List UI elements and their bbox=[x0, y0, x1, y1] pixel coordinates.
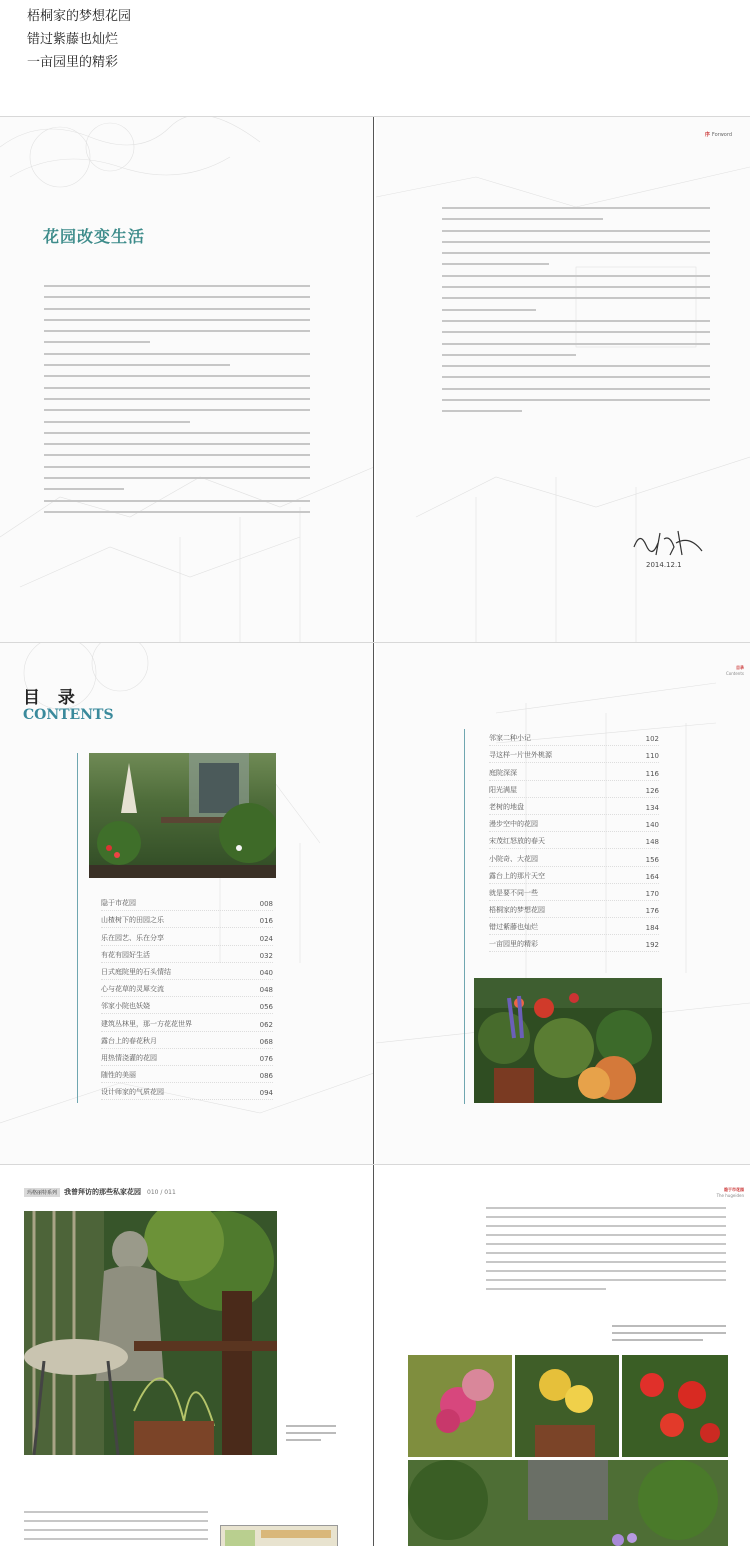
toc-item[interactable]: 一亩园里的精彩 192 bbox=[489, 935, 659, 952]
contents-title-en: CONTENTS bbox=[23, 707, 114, 723]
garden-overview-photo bbox=[408, 1460, 728, 1546]
toc-item[interactable]: 乐在园艺、乐在分享 024 bbox=[101, 928, 273, 945]
toc-item[interactable]: 露台上的春花秋月 068 bbox=[101, 1032, 273, 1049]
contents-left-page bbox=[0, 643, 374, 1164]
page-header: 序 Forword bbox=[704, 132, 732, 138]
toc-item[interactable]: 露台上的那片天空 164 bbox=[489, 867, 659, 884]
toc-item[interactable]: 老树的地盘 134 bbox=[489, 798, 659, 815]
flowers-photo bbox=[474, 978, 662, 1103]
foreword-date: 2014.12.1 bbox=[646, 561, 682, 569]
chapter-corner-tag: 隐于市花园 The hugeiden bbox=[716, 1187, 744, 1198]
foreword-body-left bbox=[44, 285, 310, 522]
toc-right-list bbox=[489, 729, 659, 952]
contents-corner-tag: 目录 Contents bbox=[726, 665, 744, 676]
toc-item[interactable]: 漫步空中的花园 140 bbox=[489, 815, 659, 832]
yellow-flower-photo bbox=[515, 1355, 619, 1457]
toc-item[interactable]: 用热情浇灌的花园 076 bbox=[101, 1049, 273, 1066]
chapter-left-page bbox=[0, 1165, 374, 1546]
toc-item[interactable]: 梧桐家的梦想花园 176 bbox=[489, 901, 659, 918]
photo-caption-right bbox=[612, 1325, 726, 1346]
toc-item[interactable]: 庭院深深 116 bbox=[489, 763, 659, 780]
toc-left-list bbox=[101, 894, 273, 1100]
toc-item[interactable]: 隐于市花园 008 bbox=[101, 894, 273, 911]
chapter-right-page bbox=[376, 1165, 750, 1546]
intro-line-2: 错过紫藤也灿烂 bbox=[27, 32, 119, 47]
toc-item[interactable]: 就是要不同一些 170 bbox=[489, 884, 659, 901]
toc-item[interactable]: 邻家小院也妖娆 056 bbox=[101, 997, 273, 1014]
intro-line-3: 一亩园里的精彩 bbox=[27, 55, 119, 70]
toc-item[interactable]: 阳光满屋 126 bbox=[489, 781, 659, 798]
garden-photo bbox=[89, 753, 276, 878]
intro-line-1: 梧桐家的梦想花园 bbox=[27, 9, 132, 24]
red-flower-photo bbox=[622, 1355, 728, 1457]
chapter-body-right bbox=[486, 1207, 726, 1297]
garden-plan-diagram bbox=[220, 1525, 338, 1546]
foreword-spread bbox=[0, 116, 750, 642]
foreword-left-page bbox=[0, 117, 374, 642]
toc-item[interactable]: 错过紫藤也灿烂 184 bbox=[489, 918, 659, 935]
toc-item[interactable]: 日式庭院里的石头情结 040 bbox=[101, 963, 273, 980]
toc-item[interactable]: 建筑丛林里，那一方花花世界 062 bbox=[101, 1014, 273, 1031]
buddha-statue-photo bbox=[24, 1211, 277, 1455]
toc-item[interactable]: 设计师家的气质花园 094 bbox=[101, 1083, 273, 1100]
divider-right bbox=[464, 729, 465, 1104]
foreword-title: 花园改变生活 bbox=[43, 227, 146, 246]
contents-title-cn: 目 录 bbox=[23, 688, 81, 708]
toc-item[interactable]: 宋茂红怒放的春天 148 bbox=[489, 832, 659, 849]
running-header: 玛格丽特系列 我曾拜访的那些私家花园 010 / 011 bbox=[24, 1187, 176, 1197]
pink-flower-photo bbox=[408, 1355, 512, 1457]
chapter-spread bbox=[0, 1164, 750, 1546]
signature bbox=[630, 525, 710, 561]
toc-item[interactable]: 有花有园好生活 032 bbox=[101, 946, 273, 963]
chapter-body-left bbox=[24, 1511, 208, 1546]
contents-spread bbox=[0, 642, 750, 1164]
toc-item[interactable]: 小院奇、大花园 156 bbox=[489, 849, 659, 866]
foreword-body-right bbox=[442, 207, 710, 422]
toc-item[interactable]: 山楂树下的田园之乐 016 bbox=[101, 911, 273, 928]
contents-right-page bbox=[376, 643, 750, 1164]
divider bbox=[77, 753, 78, 1103]
foreword-right-page bbox=[376, 117, 750, 642]
photo-caption bbox=[286, 1425, 336, 1446]
toc-item[interactable]: 邻家二种小记 102 bbox=[489, 729, 659, 746]
toc-item[interactable]: 寻这样一片世外桃源 110 bbox=[489, 746, 659, 763]
toc-item[interactable]: 随性的美丽 086 bbox=[101, 1066, 273, 1083]
toc-item[interactable]: 心与花草的灵犀交流 048 bbox=[101, 980, 273, 997]
